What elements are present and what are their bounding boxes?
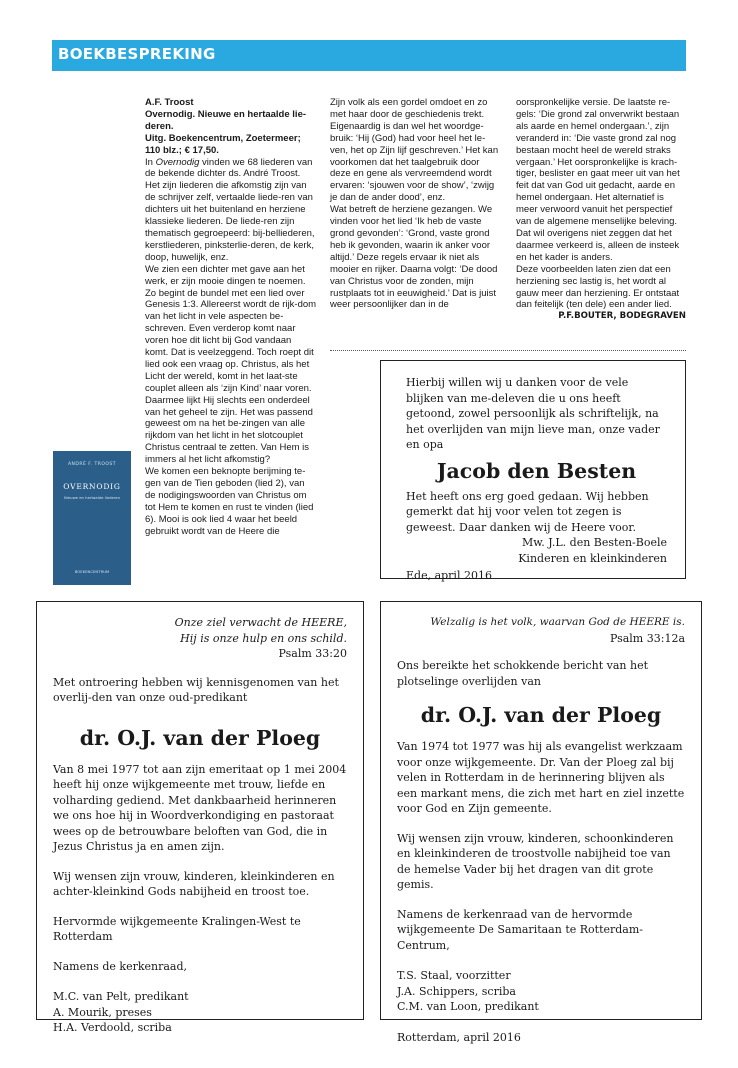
left-quote-line-1: Onze ziel verwacht de HEERE, xyxy=(174,616,347,629)
review-column-2 xyxy=(330,97,502,311)
right-body-2: Wij wensen zijn vrouw, kinderen, schoonkinderen en kleinkinderen de troostvolle nabijheid toe van de hemelse Vader bij het dragen van dit grote gemis. xyxy=(397,831,674,891)
review-paragraph-1 xyxy=(145,157,317,264)
right-signer-3: C.M. van Loon, predikant xyxy=(397,1000,539,1013)
cover-subtitle: Nieuwe en hertaalde liederen xyxy=(63,495,121,500)
left-intro: Met ontroering hebben wij kennisgenomen van het overlij-den van onze oud-predikant xyxy=(53,675,339,704)
review-column-1 xyxy=(145,97,317,538)
thanks-deceased-name: Jacob den Besten xyxy=(436,458,637,483)
right-intro: Ons bereikte het schokkende bericht van het plotselinge overlijden van xyxy=(397,659,649,688)
cover-publisher: BOEKENCENTRUM xyxy=(74,569,110,574)
section-header xyxy=(52,40,686,71)
left-body-1: Van 8 mei 1977 tot aan zijn emeritaat op 1 mei 2004 heeft hij onze wijkgemeente met trouw, liefde en volharding gediend. Met dankbaarheid herinneren we ons hoe hij in Woordverkondiging en pastoraat wees op de betrouwbare beloften van God, die in Jezus Christus ja en amen zijn. xyxy=(53,762,347,853)
review-intro-rest: vinden we 68 liederen van de bekende dichter ds. André Troost. Het zijn liederen die afkomstig zijn van de schrijver zelf, vertaalde liede-ren van dichters uit het buitenland en herziene klassieke liederen. De liede-ren zijn thematisch gegroepeerd: bij-belliederen, kerstliederen, pinksterlie-deren, de kerk, doop, huwelijk, enz. xyxy=(145,156,315,263)
cover-author: ANDRÉ F. TROOST xyxy=(67,462,117,467)
cover-title: OVERNODIG xyxy=(63,482,121,491)
thanks-intro: Hierbij willen wij u danken voor de vele blijken van me-deleven die u ons heeft getoond, zowel persoonlijk als schriftelijk, na het overlijden van mijn lieve man, onze vader en opa xyxy=(406,376,660,451)
review-author: A.F. Troost xyxy=(145,97,194,108)
review-book-title-1: Overnodig. Nieuwe en hertaalde lie- xyxy=(145,108,307,120)
review-paragraph-7: Deze voorbeelden laten zien dat een herziening sec lastig is, het wordt al gauw meer dan herziening. Er ontstaat dan feitelijk (ten dele) een ander lied. xyxy=(516,263,680,311)
thanks-body: Het heeft ons erg goed gedaan. Wij hebben gemerkt dat hij voor velen tot zegen is geweest. Daar danken wij de Heere voor. xyxy=(406,489,649,534)
right-body-1: Van 1974 tot 1977 was hij als evangelist werkzaam voor onze wijkgemeente. Dr. Van der Ploeg zal bij velen in Rotterdam in de herinnering blijven als een markant mens, die zich met hart en ziel inzette voor God en Zijn gemeente. xyxy=(397,740,685,815)
left-body-2: Wij wensen zijn vrouw, kinderen, kleinkinderen en achter-kleinkind Gods nabijheid en troost toe. xyxy=(53,869,335,898)
left-quote-line-2: Hij is onze hulp en ons schild. xyxy=(180,631,347,645)
right-signer-1: T.S. Staal, voorzitter xyxy=(397,969,511,982)
review-paragraph-2: We zien een dichter met gave aan het werk, er zijn mooie dingen te noemen. Zo begint de bundel met een lied over Genesis 1:3. Allereerst wordt de rijk-dom van het licht in vele aspecten be-schreven. Even verderop komt naar voren hoe dit licht bij God vandaan komt. Dat is veelzeggend. Toch roept dit lied ook een vraag op. Christus, als het Licht der wereld, komt in het laat-ste couplet alleen als ‘zijn Kind’ naar voren. Daarmee lijkt Hij slechts een onderdeel van het geheel te zijn. Het was passend geweest om na het be-zingen van alle rijkdom van het licht in het slotcouplet Christus centraal te zetten. Van Hem is immers al het licht afkomstig? xyxy=(145,263,317,466)
left-signer-1: M.C. van Pelt, predikant xyxy=(53,990,189,1003)
right-signer-2: J.A. Schippers, scriba xyxy=(397,984,516,998)
dotted-divider xyxy=(330,350,686,351)
right-quote-reference: Psalm 33:12a xyxy=(609,631,685,645)
thanks-place-date: Ede, april 2016 xyxy=(406,569,492,582)
right-place-date: Rotterdam, april 2016 xyxy=(397,1030,521,1044)
obituary-notice-kralingen xyxy=(36,601,364,1034)
review-paragraph-4: Zijn volk als een gordel omdoet en zo met haar door de geschiedenis trekt. Eigenaardig is dan wel het woordge-bruik: ‘Hij (God) had voor heel het le-ven, het op Zijn lijf geschreven.’ Het kan voorkomen dat het taalgebruik door deze en gene als vervreemdend wordt ervaren: ‘sjouwen voor de show’, ‘zwijg je dan de ander dood’, enz. xyxy=(330,97,499,204)
obituary-notice-samaritaan xyxy=(380,601,702,1044)
left-signer-3: H.A. Verdoold, scriba xyxy=(53,1021,172,1034)
right-deceased-name: dr. O.J. van der Ploeg xyxy=(420,703,662,727)
section-title: BOEKBESPREKING xyxy=(58,45,216,63)
right-quote-line-1: Welzalig is het volk, waarvan God de HEERE is. xyxy=(430,616,685,628)
review-price: 110 blz.; € 17,50. xyxy=(145,144,219,156)
review-book-title-2: deren. xyxy=(145,120,174,132)
review-intro: In xyxy=(145,156,156,168)
review-column-3 xyxy=(516,97,686,323)
review-paragraph-6: oorspronkelijke versie. De laatste re-gels: ‘Die grond zal onverwrikt bestaan als aarde en hemel ondergaan.’, zijn veranderd in: ‘Die vaste grond zal nog bestaan mocht heel de wereld straks vergaan.’ Het oorspronkelijke is krach-tiger, beslister en gaat meer uit van het feit dat van God uit gedacht, aarde en hemel ondergaan. Het alternatief is meer verwoord vanuit het perspectief van de algemene menselijke beleving. Dat wil overigens niet zeggen dat het daarmee verkeerd is, alleen de insteek en het kader is anders. xyxy=(516,97,680,263)
review-signature: P.F.BOUTER, BODEGRAVEN xyxy=(558,311,686,322)
review-paragraph-5: Wat betreft de herziene gezangen. We vinden voor het lied ‘Ik heb de vaste grond gevonden’: ‘Grond, vaste grond heb ik gevonden, waarin ik anker voor altijd.’ Deze regels ervaar ik niet als mooier en rijker. Daarna volgt: ‘De dood van Christus voor de zonden, mijn rustplaats tot in eeuwigheid.’ Dat is juist weer persoonlijker dan in de xyxy=(330,204,498,311)
review-publisher: Uitg. Boekencentrum, Zoetermeer; xyxy=(145,132,301,144)
thanks-signer-1: Mw. J.L. den Besten-Boele xyxy=(521,536,667,549)
left-board: Namens de kerkenraad, xyxy=(53,959,188,973)
left-congregation: Hervormde wijkgemeente Kralingen-West te Rotterdam xyxy=(53,914,301,943)
thanks-signer-2: Kinderen en kleinkinderen xyxy=(518,551,667,565)
left-deceased-name: dr. O.J. van der Ploeg xyxy=(79,725,321,750)
book-cover-image xyxy=(53,451,131,585)
review-paragraph-3: We komen een beknopte berijming te-gen van de Tien geboden (lied 2), van de nodigingswoorden van Christus om tot Hem te komen en rust te vinden (lied 6). Mooi is ook lied 4 waar het beeld gebruikt wordt van de Heere die xyxy=(145,466,314,537)
left-quote-reference: Psalm 33:20 xyxy=(278,647,347,660)
right-board: Namens de kerkenraad van de hervormde wijkgemeente De Samaritaan te Rotterdam-Centrum, xyxy=(397,907,644,952)
review-book-italic: Overnodig xyxy=(155,156,200,168)
thank-you-notice xyxy=(380,360,686,582)
left-signer-2: A. Mourik, preses xyxy=(53,1005,152,1019)
